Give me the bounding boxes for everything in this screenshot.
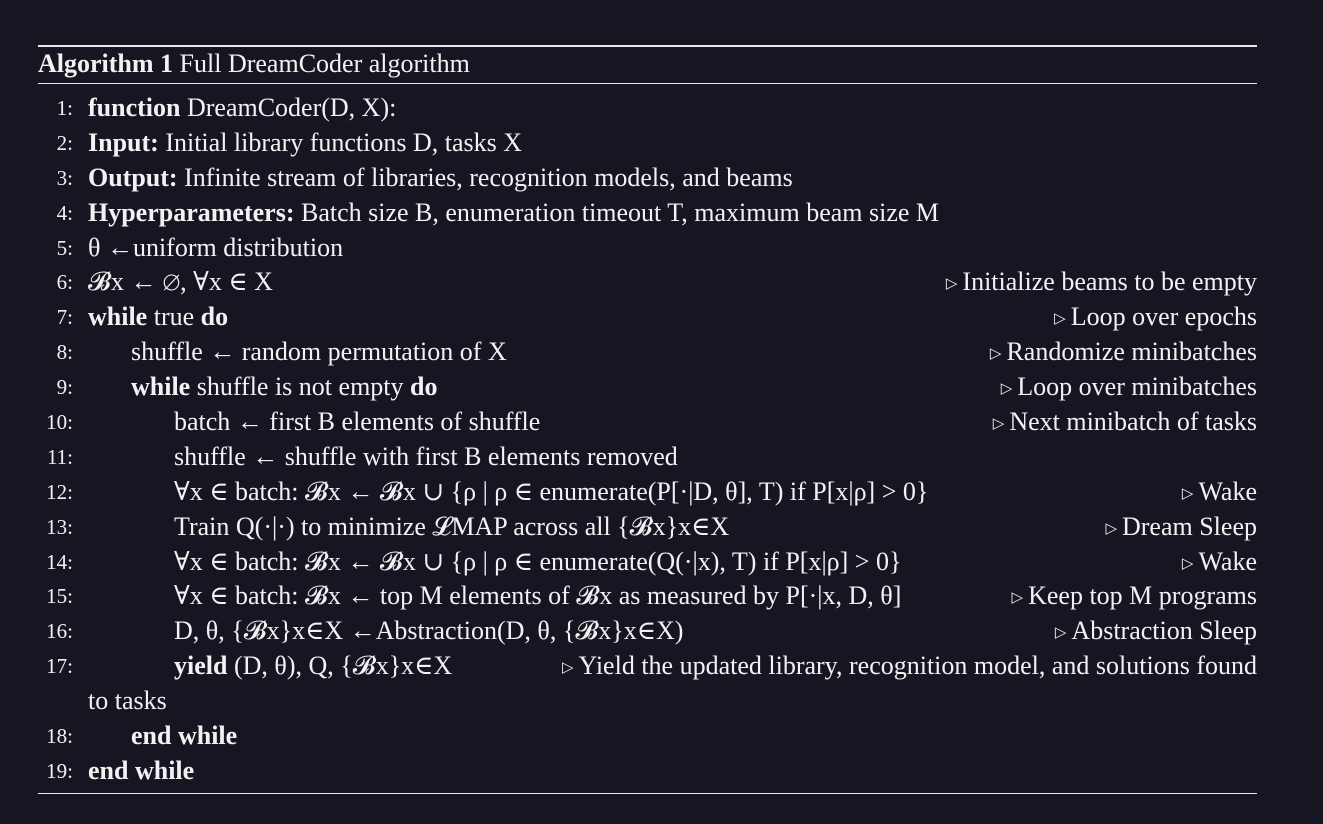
line-number: 16: [46, 619, 73, 644]
comment-triangle-icon: ▷ [989, 346, 1002, 363]
comment-triangle-icon: ▷ [1054, 311, 1066, 328]
caption-label: Algorithm 1 [38, 49, 174, 78]
keyword: end while [131, 721, 238, 751]
line-comment: ▷ Wake [1182, 475, 1257, 514]
keyword: end while [88, 755, 195, 785]
algorithm-line [38, 649, 1257, 684]
line-text [88, 754, 194, 789]
line-text: Input: Initial library functions D, tasks X [88, 127, 523, 157]
line-text: Hyperparameters: Batch size B, enumeration timeout T, maximum beam size M [88, 197, 940, 227]
line-number: 10: [46, 410, 73, 435]
bottom-rule [38, 793, 1257, 794]
line-number: 15: [46, 584, 73, 609]
algorithm-line [38, 161, 1257, 196]
algorithm-line [38, 475, 1257, 510]
keyword: do [410, 372, 438, 402]
comment-triangle-icon: ▷ [1181, 555, 1194, 572]
line-comment: ▷ Next minibatch of tasks [993, 405, 1257, 444]
algorithm-line [38, 545, 1257, 580]
algorithm-line [38, 335, 1257, 370]
line-number: 1: [56, 96, 73, 120]
line-comment: ▷ Loop over minibatches [1001, 370, 1257, 409]
line-number: 4: [56, 200, 73, 225]
line-text: Output: Infinite stream of libraries, recognition models, and beams [88, 162, 793, 192]
line-number: 14: [46, 549, 73, 574]
caption-title: Full DreamCoder algorithm [179, 49, 470, 78]
keyword: while [131, 372, 191, 402]
algorithm-line [38, 126, 1257, 161]
algorithm-line-continuation [38, 684, 1257, 719]
algorithm-line [38, 405, 1257, 440]
algorithm-block [38, 45, 1257, 794]
line-number: 9: [56, 375, 73, 400]
line-number: 8: [56, 340, 73, 365]
keyword: Input: [88, 127, 159, 157]
line-comment: ▷ Abstraction Sleep [1055, 614, 1257, 653]
algorithm-line [38, 754, 1257, 789]
line-number: 19: [46, 758, 73, 783]
comment-triangle-icon: ▷ [1011, 590, 1024, 607]
algorithm-line [38, 440, 1257, 475]
comment-triangle-icon: ▷ [1181, 485, 1194, 502]
line-number: 6: [56, 270, 73, 295]
line-number: 18: [46, 724, 73, 749]
line-text: yield (D, θ), Q, {𝓑x}x∈X [174, 651, 453, 681]
comment-triangle-icon: ▷ [561, 660, 574, 677]
algorithm-line [38, 300, 1257, 335]
algorithm-caption [38, 47, 1257, 83]
line-comment: ▷ Yield the updated library, recognition model, and solutions found [562, 649, 1257, 688]
line-text: θ ←uniform distribution [88, 232, 344, 262]
line-text: while shuffle is not empty do [131, 372, 438, 402]
comment-triangle-icon: ▷ [1054, 625, 1067, 642]
keyword: Output: [88, 162, 178, 192]
algorithm-line [38, 265, 1257, 300]
algorithm-line [38, 719, 1257, 754]
line-text: 𝓑x ← ∅, ∀x ∈ X [88, 267, 273, 297]
algorithm-line [38, 510, 1257, 545]
line-text: shuffle ← random permutation of X [131, 337, 507, 367]
line-comment: ▷ Initialize beams to be empty [946, 265, 1257, 304]
algorithm-line [38, 370, 1257, 405]
line-text: batch ← first B elements of shuffle [174, 407, 541, 437]
line-text: to tasks [88, 686, 167, 716]
line-comment: ▷ Randomize minibatches [990, 335, 1257, 374]
keyword: Hyperparameters: [88, 197, 295, 227]
line-number: 2: [56, 130, 73, 155]
line-number: 7: [56, 305, 73, 330]
algorithm-lines [38, 84, 1257, 793]
line-text: while true do [88, 302, 229, 332]
line-text: ∀x ∈ batch: 𝓑x ← 𝓑x ∪ {ρ | ρ ∈ enumerate(Q(·|x), T) if P[x|ρ] > 0} [174, 546, 902, 576]
line-text: function DreamCoder(D, X): [88, 93, 397, 122]
line-text: ∀x ∈ batch: 𝓑x ← 𝓑x ∪ {ρ | ρ ∈ enumerate(P[·|D, θ], T) if P[x|ρ] > 0} [174, 476, 929, 506]
algorithm-line [38, 614, 1257, 649]
comment-triangle-icon: ▷ [1105, 520, 1117, 537]
line-number: 11: [46, 444, 73, 469]
line-comment: ▷ Loop over epochs [1054, 300, 1257, 339]
line-number: 12: [46, 479, 73, 504]
algorithm-line [38, 579, 1257, 614]
algorithm-line [38, 91, 1257, 126]
keyword: yield [174, 651, 228, 681]
line-text [131, 719, 237, 754]
line-text: Train Q(·|·) to minimize 𝓛MAP across all {𝓑x}x∈X [174, 511, 730, 541]
keyword: while [88, 302, 148, 332]
line-comment: ▷ Wake [1182, 545, 1257, 584]
algorithm-line [38, 231, 1257, 266]
keyword: do [200, 302, 229, 332]
line-text: ∀x ∈ batch: 𝓑x ← top M elements of 𝓑x as measured by P[·|x, D, θ] [174, 581, 902, 611]
comment-triangle-icon: ▷ [992, 416, 1005, 433]
algorithm-line [38, 196, 1257, 231]
line-comment: ▷ Dream Sleep [1105, 510, 1257, 549]
line-text: D, θ, {𝓑x}x∈X ←Abstraction(D, θ, {𝓑x}x∈X) [174, 616, 684, 646]
comment-triangle-icon: ▷ [945, 276, 958, 293]
keyword: function [88, 93, 181, 122]
line-number: 3: [56, 165, 73, 190]
line-number: 5: [56, 235, 73, 260]
line-number: 17: [46, 654, 73, 679]
line-text: shuffle ← shuffle with first B elements removed [174, 441, 678, 471]
comment-triangle-icon: ▷ [1000, 381, 1013, 398]
line-number: 13: [46, 514, 73, 539]
line-comment: ▷ Keep top M programs [1012, 579, 1257, 618]
